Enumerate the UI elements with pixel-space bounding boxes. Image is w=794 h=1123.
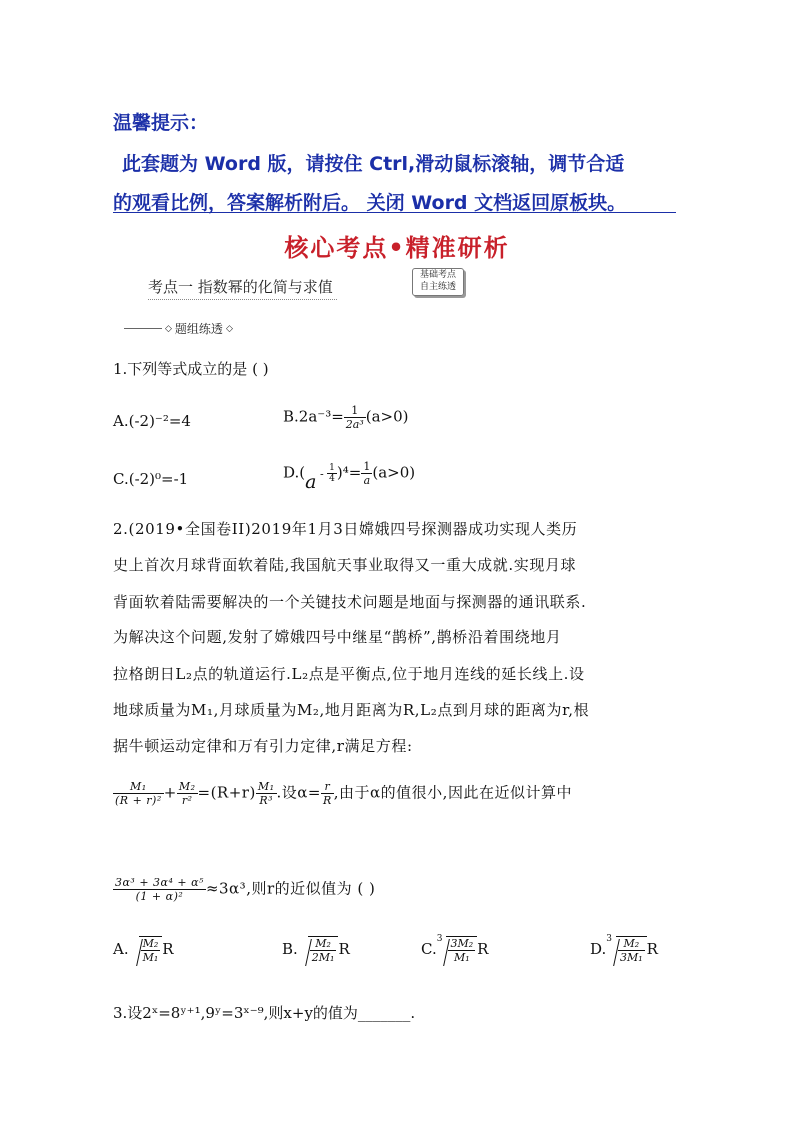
- q1-b-pre: B.2a⁻³=: [283, 407, 344, 426]
- eq1-frac-1: [113, 780, 164, 807]
- eq1-plus: +: [163, 783, 177, 802]
- q1-d-den: a: [363, 474, 371, 487]
- divider-line: [124, 328, 162, 329]
- q2-line-3: 背面软着陆需要解决的一个关键技术问题是地面与探测器的通讯联系.: [113, 593, 587, 611]
- eq1-frac-4: [321, 780, 334, 807]
- section-title: 核心考点•精准研析: [284, 233, 510, 262]
- q1-d-pre: D.(: [283, 463, 306, 482]
- q2-option-a: [113, 936, 174, 964]
- kaodian-heading: 考点一 指数幂的化简与求值: [148, 276, 337, 300]
- q2-c-radical: [446, 936, 477, 964]
- eq1-f3-num: M₁: [257, 780, 275, 793]
- q1-d-mid: )⁴=: [336, 463, 362, 482]
- q2-option-d: [590, 936, 658, 964]
- q1-d-fraction: [361, 460, 372, 487]
- q2-b-fraction: [310, 937, 337, 964]
- tip-underline: [113, 212, 676, 213]
- badge-line-2: 自主练透: [419, 282, 456, 292]
- group-label: [124, 320, 236, 337]
- q2-d-label: D.: [590, 940, 607, 958]
- tip-line-2: 的观看比例，答案解析附后。 关闭 Word 文档返回原板块。: [113, 192, 627, 214]
- eq1-mid: =(R+r): [197, 783, 256, 802]
- eq1-text-1: .设α=: [276, 783, 321, 802]
- q1-d-exp-fraction: [327, 463, 337, 484]
- q2-c-label: C.: [421, 940, 437, 958]
- eq1-f4-num: r: [321, 780, 334, 794]
- diamond-icon: ◇: [165, 323, 172, 334]
- q1-d-base: a: [305, 470, 317, 493]
- eq1-f1-den: (R + r)²: [115, 794, 162, 807]
- eq2-num: 3α³ + 3α⁴ + α⁵: [115, 876, 204, 889]
- q3-stem: 3.设2ˣ=8ʸ⁺¹,9ʸ=3ˣ⁻⁹,则x+y的值为_______.: [113, 1004, 416, 1022]
- q2-equation-1: [113, 780, 572, 807]
- q2-d-den: 3M₁: [620, 951, 643, 964]
- badge: [412, 268, 464, 296]
- q2-line-4: 为解决这个问题,发射了嫦娥四号中继星“鹊桥”,鹊桥沿着围绕地月: [113, 628, 562, 646]
- q1-stem: 1.下列等式成立的是 ( ): [113, 360, 269, 378]
- q2-line-2: 史上首次月球背面软着陆,我国航天事业取得又一重大成就.实现月球: [113, 556, 577, 574]
- q1-b-den: 2a³: [345, 418, 364, 431]
- q2-line-6: 地球质量为M₁,月球质量为M₂,地月距离为R,L₂点到月球的距离为r,根: [113, 701, 590, 719]
- eq1-f2-num: M₂: [178, 780, 196, 793]
- q2-b-label: B.: [282, 940, 298, 958]
- q2-d-post: R: [646, 940, 658, 958]
- q2-b-post: R: [338, 940, 350, 958]
- eq2-fraction: [113, 876, 206, 903]
- badge-line-1: 基础考点: [419, 270, 456, 280]
- q2-b-radical: [308, 936, 339, 964]
- q1-option-c: C.(-2)⁰=-1: [113, 470, 189, 488]
- q2-d-index: 3: [606, 934, 612, 944]
- q2-line-5: 拉格朗日L₂点的轨道运行.L₂点是平衡点,位于地月连线的延长线上.设: [113, 665, 585, 683]
- q1-b-fraction: [344, 404, 366, 431]
- q1-option-d: [283, 460, 416, 493]
- q2-d-radical: [616, 936, 647, 964]
- q2-d-num: M₂: [618, 937, 645, 951]
- q1-d-exp-num: 1: [329, 463, 335, 473]
- eq1-f4-den: R: [322, 794, 332, 807]
- group-label-text: 题组练透: [174, 322, 223, 336]
- q2-c-post: R: [477, 940, 489, 958]
- q2-a-label: A.: [113, 940, 129, 958]
- q1-b-num: 1: [344, 404, 366, 418]
- q2-a-num: M₂: [142, 937, 159, 950]
- eq2-den: (1 + α)²: [135, 890, 184, 903]
- eq1-f2-den: r²: [181, 794, 193, 807]
- q1-option-b: [283, 404, 409, 431]
- tip-title: 温馨提示：: [113, 112, 209, 134]
- diamond-icon: ◇: [225, 323, 233, 334]
- q1-d-num: 1: [363, 460, 371, 473]
- q2-c-index: 3: [436, 934, 443, 944]
- q1-option-a: A.(-2)⁻²=4: [113, 412, 191, 430]
- q2-c-fraction: [448, 937, 475, 964]
- q1-d-exp-sign: -: [316, 467, 328, 481]
- q2-a-post: R: [162, 940, 174, 958]
- q2-equation-2: [113, 876, 375, 903]
- q2-a-den: M₁: [142, 951, 159, 964]
- q2-line-7: 据牛顿运动定律和万有引力定律,r满足方程:: [113, 737, 413, 755]
- q2-c-num: 3M₂: [450, 937, 474, 950]
- q2-b-den: 2M₁: [311, 951, 335, 964]
- q2-a-radical: [139, 936, 163, 964]
- q2-line-1: 2.(2019•全国卷II)2019年1月3日嫦娥四号探测器成功实现人类历: [113, 520, 578, 538]
- eq1-frac-2: [177, 780, 198, 807]
- eq1-f1-num: M₁: [113, 780, 164, 794]
- q1-d-post: (a>0): [372, 463, 416, 482]
- q2-d-fraction: [618, 937, 645, 964]
- tip-line-1: 此套题为 Word 版，请按住 Ctrl,滑动鼠标滚轴，调节合适: [122, 153, 625, 175]
- eq1-frac-3: [256, 780, 277, 807]
- eq1-text-2: ,由于α的值很小,因此在近似计算中: [333, 783, 572, 802]
- q2-c-den: M₁: [453, 951, 470, 964]
- q2-b-num: M₂: [310, 937, 337, 951]
- q2-option-b: [282, 936, 350, 964]
- eq1-f3-den: R³: [259, 794, 274, 807]
- q2-option-c: [421, 936, 488, 964]
- q1-d-exp-den: 4: [329, 474, 335, 484]
- q2-a-fraction: [141, 937, 161, 964]
- q1-b-post: (a>0): [365, 407, 409, 426]
- eq2-text: ≈3α³,则r的近似值为 ( ): [205, 879, 376, 898]
